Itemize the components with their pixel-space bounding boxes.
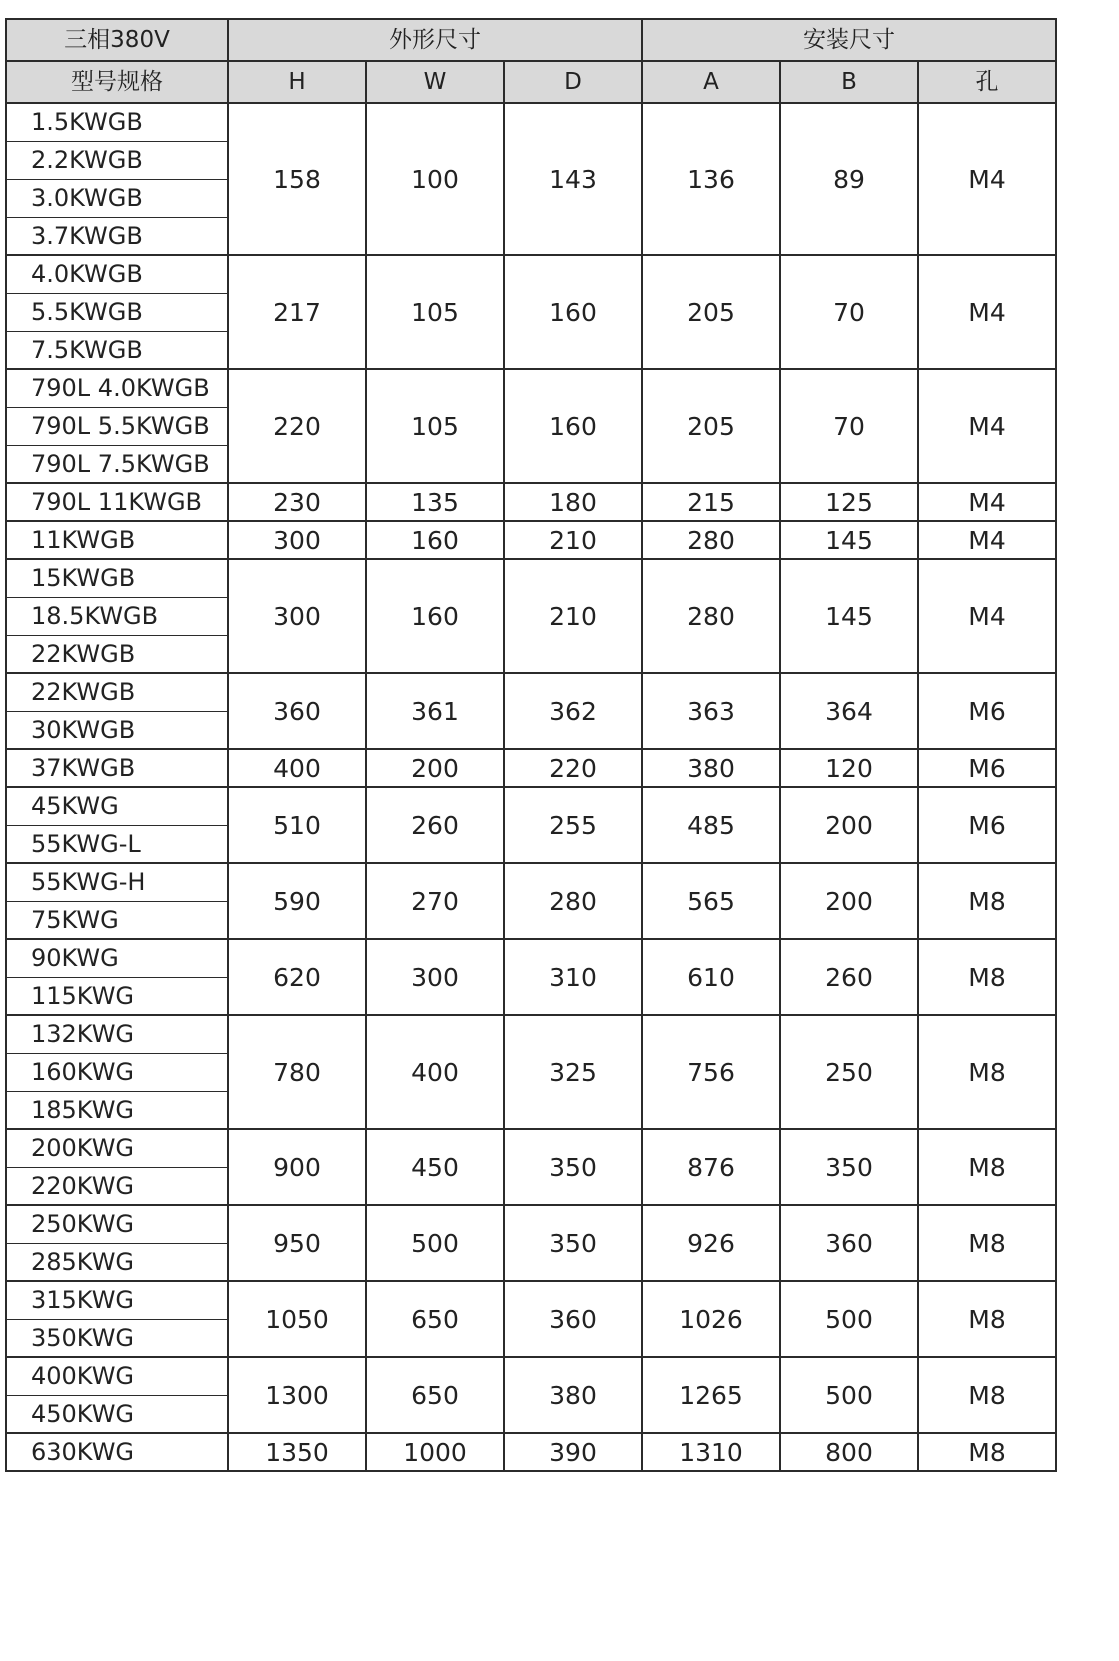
value-cell-d: 255: [504, 787, 642, 863]
value-cell-w: 650: [366, 1357, 504, 1433]
table-row: [6, 787, 1056, 825]
value-cell-d: 325: [504, 1015, 642, 1129]
value-cell-a: 205: [642, 255, 780, 369]
value-cell-hole: M4: [918, 483, 1056, 521]
model-cell: 4.0KWGB: [6, 255, 228, 293]
value-cell-w: 300: [366, 939, 504, 1015]
model-cell: 55KWG-L: [6, 825, 228, 863]
header-model: 型号规格: [6, 61, 228, 103]
value-cell-hole: M8: [918, 1433, 1056, 1471]
value-cell-d: 310: [504, 939, 642, 1015]
value-cell-d: 380: [504, 1357, 642, 1433]
table-row: [6, 521, 1056, 559]
value-cell-b: 350: [780, 1129, 918, 1205]
value-cell-w: 400: [366, 1015, 504, 1129]
value-cell-a: 1265: [642, 1357, 780, 1433]
model-cell: 115KWG: [6, 977, 228, 1015]
model-cell: 220KWG: [6, 1167, 228, 1205]
table-row: [6, 1205, 1056, 1243]
value-cell-hole: M4: [918, 255, 1056, 369]
table-row: [6, 1129, 1056, 1167]
value-cell-h: 1300: [228, 1357, 366, 1433]
value-cell-d: 160: [504, 255, 642, 369]
value-cell-d: 362: [504, 673, 642, 749]
value-cell-a: 565: [642, 863, 780, 939]
value-cell-d: 360: [504, 1281, 642, 1357]
model-cell: 3.0KWGB: [6, 179, 228, 217]
value-cell-hole: M8: [918, 1281, 1056, 1357]
model-cell: 132KWG: [6, 1015, 228, 1053]
model-cell: 185KWG: [6, 1091, 228, 1129]
model-cell: 285KWG: [6, 1243, 228, 1281]
model-cell: 450KWG: [6, 1395, 228, 1433]
value-cell-a: 380: [642, 749, 780, 787]
value-cell-h: 220: [228, 369, 366, 483]
value-cell-h: 360: [228, 673, 366, 749]
model-cell: 790L 7.5KWGB: [6, 445, 228, 483]
table-row: [6, 939, 1056, 977]
value-cell-b: 89: [780, 103, 918, 255]
value-cell-w: 200: [366, 749, 504, 787]
value-cell-h: 620: [228, 939, 366, 1015]
model-cell: 5.5KWGB: [6, 293, 228, 331]
value-cell-a: 205: [642, 369, 780, 483]
value-cell-a: 215: [642, 483, 780, 521]
value-cell-hole: M8: [918, 1205, 1056, 1281]
value-cell-a: 280: [642, 559, 780, 673]
table-row: [6, 559, 1056, 597]
value-cell-h: 590: [228, 863, 366, 939]
model-cell: 315KWG: [6, 1281, 228, 1319]
header-hole: 孔: [918, 61, 1056, 103]
model-cell: 160KWG: [6, 1053, 228, 1091]
header-voltage: 三相380V: [6, 19, 228, 61]
value-cell-w: 270: [366, 863, 504, 939]
model-cell: 45KWG: [6, 787, 228, 825]
value-cell-w: 160: [366, 521, 504, 559]
model-cell: 18.5KWGB: [6, 597, 228, 635]
model-cell: 11KWGB: [6, 521, 228, 559]
value-cell-b: 800: [780, 1433, 918, 1471]
value-cell-a: 280: [642, 521, 780, 559]
table-body: [6, 103, 1056, 1471]
value-cell-hole: M8: [918, 939, 1056, 1015]
value-cell-d: 350: [504, 1129, 642, 1205]
value-cell-w: 450: [366, 1129, 504, 1205]
model-cell: 630KWG: [6, 1433, 228, 1471]
value-cell-h: 950: [228, 1205, 366, 1281]
model-cell: 15KWGB: [6, 559, 228, 597]
model-cell: 350KWG: [6, 1319, 228, 1357]
value-cell-h: 1350: [228, 1433, 366, 1471]
value-cell-hole: M8: [918, 1357, 1056, 1433]
table-row: [6, 1433, 1056, 1471]
value-cell-d: 280: [504, 863, 642, 939]
dimension-table: [5, 18, 1057, 1472]
value-cell-h: 510: [228, 787, 366, 863]
model-cell: 55KWG-H: [6, 863, 228, 901]
table-row: [6, 483, 1056, 521]
value-cell-hole: M4: [918, 103, 1056, 255]
header-row-groups: [6, 19, 1056, 61]
model-cell: 400KWG: [6, 1357, 228, 1395]
value-cell-w: 260: [366, 787, 504, 863]
model-cell: 250KWG: [6, 1205, 228, 1243]
header-h: H: [228, 61, 366, 103]
value-cell-hole: M8: [918, 1129, 1056, 1205]
value-cell-hole: M8: [918, 863, 1056, 939]
value-cell-w: 135: [366, 483, 504, 521]
model-cell: 790L 4.0KWGB: [6, 369, 228, 407]
model-cell: 90KWG: [6, 939, 228, 977]
header-a: A: [642, 61, 780, 103]
value-cell-w: 1000: [366, 1433, 504, 1471]
value-cell-a: 136: [642, 103, 780, 255]
value-cell-w: 105: [366, 255, 504, 369]
value-cell-h: 217: [228, 255, 366, 369]
model-cell: 3.7KWGB: [6, 217, 228, 255]
value-cell-a: 876: [642, 1129, 780, 1205]
value-cell-w: 500: [366, 1205, 504, 1281]
value-cell-d: 210: [504, 521, 642, 559]
value-cell-hole: M4: [918, 521, 1056, 559]
table-row: [6, 255, 1056, 293]
value-cell-b: 200: [780, 863, 918, 939]
model-cell: 37KWGB: [6, 749, 228, 787]
header-row-columns: [6, 61, 1056, 103]
value-cell-b: 500: [780, 1357, 918, 1433]
value-cell-b: 360: [780, 1205, 918, 1281]
value-cell-h: 780: [228, 1015, 366, 1129]
header-b: B: [780, 61, 918, 103]
table-row: [6, 103, 1056, 141]
model-cell: 30KWGB: [6, 711, 228, 749]
value-cell-b: 120: [780, 749, 918, 787]
table-row: [6, 863, 1056, 901]
table-row: [6, 1015, 1056, 1053]
value-cell-hole: M6: [918, 787, 1056, 863]
value-cell-d: 143: [504, 103, 642, 255]
header-w: W: [366, 61, 504, 103]
header-outline-dimensions: 外形尺寸: [228, 19, 642, 61]
value-cell-hole: M8: [918, 1015, 1056, 1129]
value-cell-b: 125: [780, 483, 918, 521]
header-d: D: [504, 61, 642, 103]
model-cell: 1.5KWGB: [6, 103, 228, 141]
value-cell-b: 70: [780, 255, 918, 369]
value-cell-h: 400: [228, 749, 366, 787]
table-row: [6, 369, 1056, 407]
value-cell-a: 1026: [642, 1281, 780, 1357]
model-cell: 2.2KWGB: [6, 141, 228, 179]
model-cell: 75KWG: [6, 901, 228, 939]
value-cell-h: 158: [228, 103, 366, 255]
value-cell-w: 361: [366, 673, 504, 749]
value-cell-b: 500: [780, 1281, 918, 1357]
value-cell-b: 70: [780, 369, 918, 483]
value-cell-w: 100: [366, 103, 504, 255]
value-cell-b: 260: [780, 939, 918, 1015]
value-cell-hole: M6: [918, 749, 1056, 787]
table-row: [6, 673, 1056, 711]
value-cell-hole: M4: [918, 369, 1056, 483]
model-cell: 7.5KWGB: [6, 331, 228, 369]
model-cell: 22KWGB: [6, 635, 228, 673]
value-cell-w: 650: [366, 1281, 504, 1357]
model-cell: 790L 11KWGB: [6, 483, 228, 521]
value-cell-a: 926: [642, 1205, 780, 1281]
value-cell-d: 220: [504, 749, 642, 787]
value-cell-w: 105: [366, 369, 504, 483]
value-cell-a: 1310: [642, 1433, 780, 1471]
table-row: [6, 749, 1056, 787]
value-cell-d: 160: [504, 369, 642, 483]
value-cell-a: 485: [642, 787, 780, 863]
value-cell-b: 200: [780, 787, 918, 863]
table-row: [6, 1357, 1056, 1395]
value-cell-h: 1050: [228, 1281, 366, 1357]
model-cell: 790L 5.5KWGB: [6, 407, 228, 445]
value-cell-a: 363: [642, 673, 780, 749]
value-cell-a: 756: [642, 1015, 780, 1129]
value-cell-h: 230: [228, 483, 366, 521]
value-cell-d: 180: [504, 483, 642, 521]
value-cell-h: 900: [228, 1129, 366, 1205]
value-cell-d: 350: [504, 1205, 642, 1281]
table-row: [6, 1281, 1056, 1319]
model-cell: 200KWG: [6, 1129, 228, 1167]
value-cell-a: 610: [642, 939, 780, 1015]
value-cell-d: 210: [504, 559, 642, 673]
value-cell-b: 364: [780, 673, 918, 749]
model-cell: 22KWGB: [6, 673, 228, 711]
value-cell-b: 145: [780, 521, 918, 559]
value-cell-b: 250: [780, 1015, 918, 1129]
value-cell-b: 145: [780, 559, 918, 673]
value-cell-hole: M6: [918, 673, 1056, 749]
value-cell-h: 300: [228, 521, 366, 559]
value-cell-h: 300: [228, 559, 366, 673]
value-cell-hole: M4: [918, 559, 1056, 673]
value-cell-w: 160: [366, 559, 504, 673]
value-cell-d: 390: [504, 1433, 642, 1471]
header-install-dimensions: 安装尺寸: [642, 19, 1056, 61]
